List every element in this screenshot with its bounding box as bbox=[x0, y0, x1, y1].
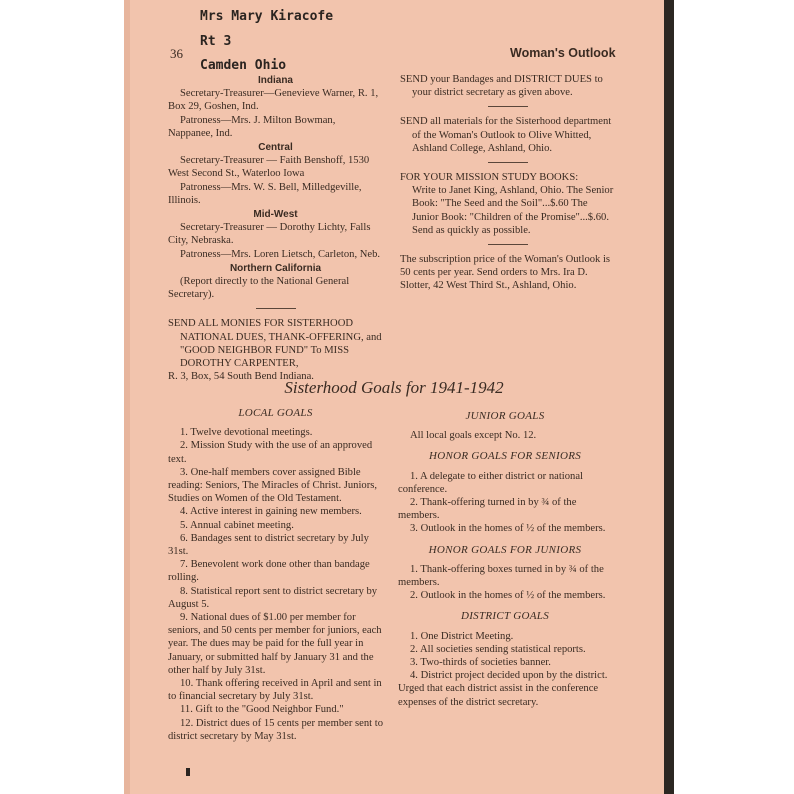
other-goals-column bbox=[398, 410, 612, 709]
local-goal-item: 7. Benevolent work done other than bandage rolling. bbox=[168, 559, 370, 584]
local-goal-item: 6. Bandages sent to district secretary by July 31st. bbox=[168, 532, 369, 558]
honor-senior-item: 2. Thank-offering turned in by ¾ of the members. bbox=[398, 497, 577, 522]
heading-midwest: Mid-West bbox=[253, 209, 298, 221]
honor-juniors-heading: HONOR GOALS FOR JUNIORS bbox=[428, 543, 582, 556]
midwest-secretary: Secretary-Treasurer — Dorothy Lichty, Falls City, Nebraska. bbox=[168, 222, 371, 247]
indiana-patroness: Patroness—Mrs. J. Milton Bowman, Nappanee, Ind. bbox=[168, 114, 336, 139]
page-spine bbox=[664, 0, 674, 794]
local-goal-item: 10. Thank offering received in April and sent in to financial secretary by July 31st. bbox=[168, 678, 382, 703]
heading-central: Central bbox=[258, 142, 293, 154]
local-goal-item: 4. Active interest in gaining new members. bbox=[180, 506, 362, 518]
midwest-patroness: Patroness—Mrs. Loren Lietsch, Carleton, Neb. bbox=[180, 248, 381, 260]
divider bbox=[488, 162, 528, 163]
bandages-notice: SEND your Bandages and DISTRICT DUES to your district secretary as given above. bbox=[400, 74, 603, 99]
junior-goals-text: All local goals except No. 12. bbox=[410, 430, 537, 442]
typed-address-city: Camden Ohio bbox=[200, 58, 287, 73]
local-goals-heading: LOCAL GOALS bbox=[238, 407, 313, 419]
indiana-secretary: Secretary-Treasurer—Genevieve Warner, R. 1, Box 29, Goshen, Ind. bbox=[168, 88, 379, 113]
goals-title: Sisterhood Goals for 1941-1942 bbox=[284, 378, 504, 397]
divider bbox=[488, 244, 528, 245]
send-monies-notice: SEND ALL MONIES FOR SISTERHOOD NATIONAL DUES, THANK-OFFERING, and "GOOD NEIGHBOR FUND" To MISS DOROTHY CARPENTER, bbox=[168, 318, 382, 370]
typed-address-route: Rt 3 bbox=[200, 34, 232, 49]
local-goal-item: 12. District dues of 15 cents per member sent to district secretary by May 31st. bbox=[168, 717, 383, 742]
local-goal-item: 3. One-half members cover assigned Bible reading: Seniors, The Miracles of Christ. Juniors, Studies on Women of the Old Testament. bbox=[168, 466, 377, 505]
local-goal-item: 9. National dues of $1.00 per member for seniors, and 50 cents per member for juniors, each year. The dues may be paid for the full year in January, or submitted half by January 31 and the other half by July 31st. bbox=[168, 612, 382, 676]
page-number: 36 bbox=[170, 46, 183, 61]
heading-northern-california: Northern California bbox=[229, 262, 322, 274]
junior-goals-heading: JUNIOR GOALS bbox=[465, 410, 545, 422]
materials-notice: SEND all materials for the Sisterhood department of the Woman's Outlook to Olive Whitted, Ashland College, Ashland, Ohio. bbox=[400, 116, 612, 154]
district-goal-item: 3. Two-thirds of societies banner. bbox=[410, 657, 551, 669]
instructions-column bbox=[400, 73, 615, 293]
heading-indiana: Indiana bbox=[257, 75, 293, 86]
subscription-notice: The subscription price of the Woman's Outlook is 50 cents per year. Send orders to Mrs. Ira D. Slotter, 42 West Third St., Ashland, Ohio. bbox=[400, 254, 611, 292]
local-goal-item: 8. Statistical report sent to district secretary by August 5. bbox=[168, 585, 378, 610]
honor-seniors-heading: HONOR GOALS FOR SENIORS bbox=[428, 450, 582, 463]
district-goal-item: 2. All societies sending statistical reports. bbox=[410, 643, 586, 655]
northern-california-note: (Report directly to the National General Secretary). bbox=[168, 276, 350, 301]
study-books-heading: FOR YOUR MISSION STUDY BOOKS: bbox=[400, 172, 579, 184]
study-books-notice: Write to Janet King, Ashland, Ohio. The Senior Book: "The Seed and the Soil"...$.60 The Junior Book: "Children of the Promise"...$.60. Send as quickly as possible. bbox=[412, 185, 614, 236]
typed-address-name: Mrs Mary Kiracofe bbox=[200, 9, 334, 24]
district-goals-heading: DISTRICT GOALS bbox=[460, 610, 550, 623]
local-goal-item: 1. Twelve devotional meetings. bbox=[180, 427, 313, 439]
divider bbox=[256, 308, 296, 309]
honor-junior-item: 2. Outlook in the homes of ½ of the members. bbox=[410, 590, 606, 602]
district-goal-item: 1. One District Meeting. bbox=[410, 630, 514, 642]
district-goal-item: 4. District project decided upon by the district. Urged that each district assist in the conference expenses of the district secretary. bbox=[398, 670, 608, 708]
local-goal-item: 2. Mission Study with the use of an approved text. bbox=[168, 440, 373, 465]
local-goal-item: 5. Annual cabinet meeting. bbox=[180, 519, 294, 531]
district-officers-column bbox=[168, 73, 383, 383]
central-secretary: Secretary-Treasurer — Faith Benshoff, 1530 West Second St., Waterloo Iowa bbox=[168, 155, 370, 180]
publication-title: Woman's Outlook bbox=[510, 46, 616, 60]
ink-mark bbox=[186, 768, 190, 776]
honor-junior-item: 1. Thank-offering boxes turned in by ¾ of the members. bbox=[398, 563, 604, 589]
local-goal-item: 11. Gift to the "Good Neighbor Fund." bbox=[180, 704, 344, 716]
local-goals-column bbox=[168, 407, 383, 743]
send-monies-address: R. 3, Box, 54 South Bend Indiana. bbox=[168, 371, 314, 383]
divider bbox=[488, 106, 528, 107]
honor-senior-item: 1. A delegate to either district or national conference. bbox=[398, 470, 583, 495]
honor-senior-item: 3. Outlook in the homes of ½ of the members. bbox=[410, 523, 606, 535]
central-patroness: Patroness—Mrs. W. S. Bell, Milledgeville, Illinois. bbox=[168, 181, 362, 206]
